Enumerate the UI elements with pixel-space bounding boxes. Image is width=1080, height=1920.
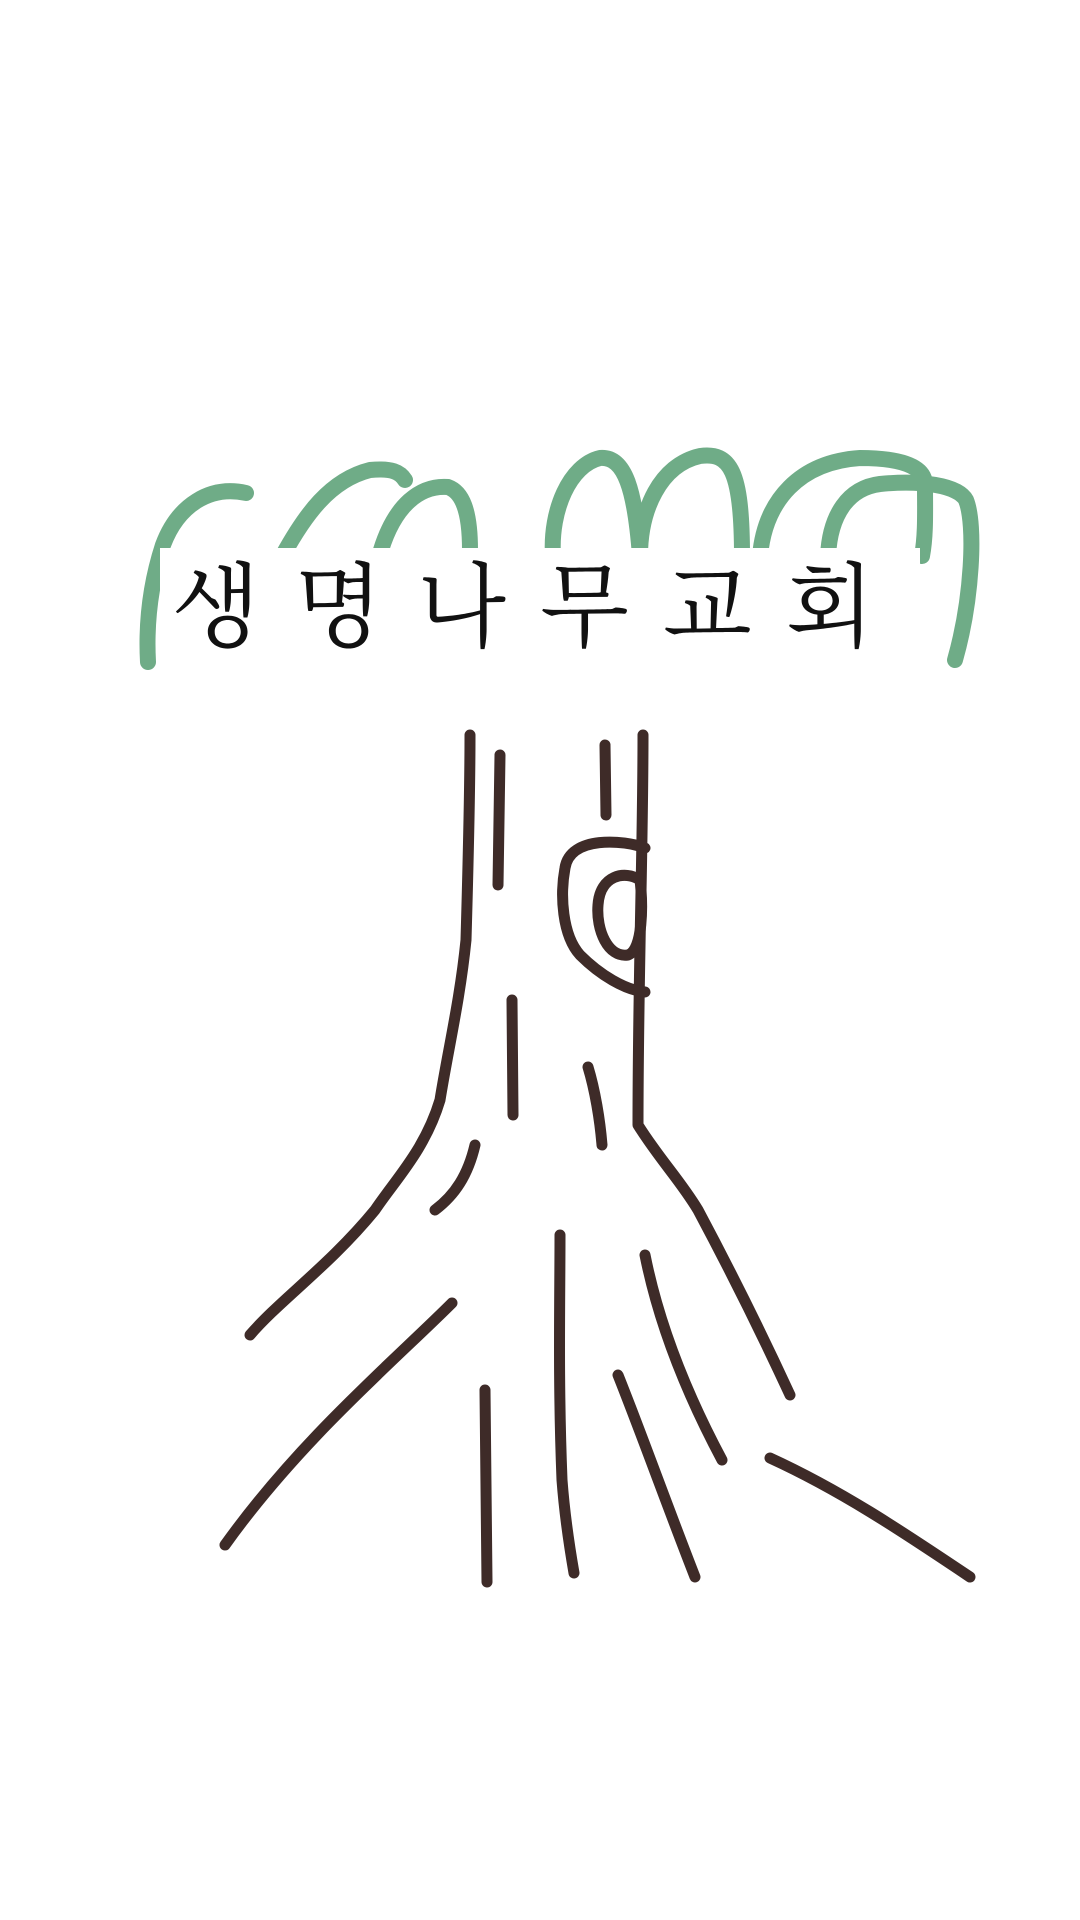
trunk-line-2 <box>605 745 606 815</box>
trunk-left-edge <box>250 735 470 1335</box>
root-right-far <box>770 1458 970 1577</box>
trunk-line-3 <box>512 1000 513 1115</box>
knot-outer <box>563 842 645 992</box>
root-center-right <box>618 1375 695 1577</box>
root-left-short <box>435 1145 475 1210</box>
canopy-stroke-5 <box>640 455 742 556</box>
church-name-title: 생명나무교회 <box>160 548 920 668</box>
canopy-stroke-3 <box>381 487 470 550</box>
root-center <box>560 1235 575 1573</box>
trunk-right-edge <box>638 735 790 1395</box>
canopy-stroke-4 <box>553 458 640 556</box>
root-right-inner <box>645 1255 722 1460</box>
root-left-long <box>225 1303 452 1545</box>
root-center-left <box>485 1390 487 1582</box>
trunk-line-4 <box>588 1067 602 1145</box>
trunk-line-1 <box>498 755 500 885</box>
tree-trunk <box>225 735 970 1582</box>
knot-inner <box>598 875 642 955</box>
